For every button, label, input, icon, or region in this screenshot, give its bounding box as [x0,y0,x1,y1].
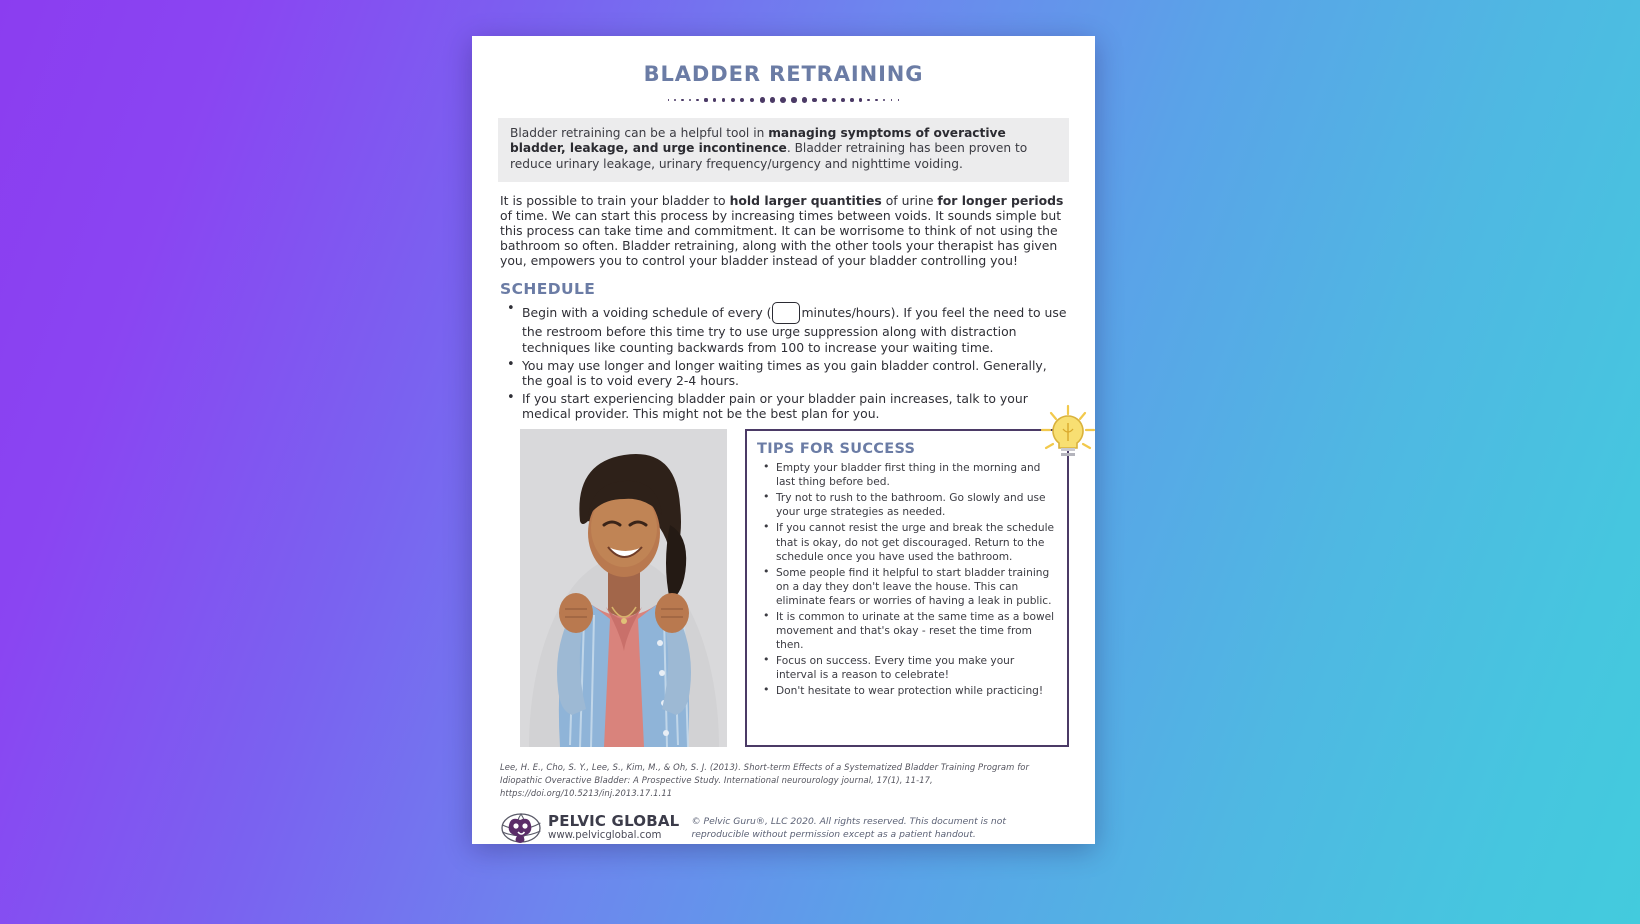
intro-text-bold1: managing symptoms of overactive bladder, leakage, and urge incontinence [510,126,1006,156]
logo-name: PELVIC GLOBAL [548,812,680,831]
page-title: BLADDER RETRAINING [643,62,924,86]
voiding-interval-input[interactable] [772,302,800,324]
copyright-line-1: © Pelvic Guru®, LLC 2020. All rights reserved. This document is not [691,816,1006,828]
schedule-item-1-before: Begin with a voiding schedule of every ( [522,305,772,321]
tips-item: • Don't hesitate to wear protection while practicing! [757,684,1055,698]
body-part3: of time. We can start this process by increasing times between voids. It sounds simple but this process can take time and commitment. It can be worrisome to think of not using the bathroom so often. Bladder retraining, along with the other tools your therapist has given you, empowers you to control your bladder instead of your bladder controlling you! [500,207,1062,269]
title-dot-divider [668,95,900,105]
logo-text-block [548,814,679,843]
tips-item: • Some people find it helpful to start bladder training on a day they don't leave the house. This can eliminate fears or worries of having a leak in public. [757,566,1055,608]
intro-callout [498,118,1069,182]
footer [498,811,1069,845]
tips-for-success-box [745,429,1069,747]
tips-item: • It is common to urinate at the same time as a bowel movement and that's okay - reset the time from then. [757,610,1055,652]
schedule-heading: SCHEDULE [500,280,596,299]
celebrating-woman-photo [520,429,727,747]
body-part2: of urine [881,192,938,208]
pelvic-global-logo[interactable] [500,811,679,845]
body-part1: It is possible to train your bladder to [500,192,730,208]
citation-block [498,761,1069,799]
citation-line-2: Idiopathic Overactive Bladder: A Prospective Study. International neurourology journal, 17(1), 11-17, [500,774,933,785]
intro-text-part1: Bladder retraining can be a helpful tool in [510,126,769,140]
copyright-notice [691,815,1005,842]
tips-heading: TIPS FOR SUCCESS [757,441,916,458]
globe-butterfly-icon [500,811,544,845]
schedule-item-1 [500,302,1069,354]
intro-text-part2: . Bladder retraining has been proven to reduce urinary leakage, urinary frequency/urgency and nighttime voiding. [510,141,1028,171]
document-content [498,36,1069,844]
media-row [498,429,1069,747]
body-paragraph [498,193,1069,269]
document-page [472,36,1095,844]
tips-item: • Focus on success. Every time you make your interval is a reason to celebrate! [757,654,1055,682]
tips-item: • Try not to rush to the bathroom. Go slowly and use your urge strategies as needed. [757,491,1055,519]
schedule-item-1-after: minutes/hours). If you feel the need to use the restroom before this time try to use urge suppression along with distraction techniques like counting backwards from 100 to increase your waiting time. [522,305,1067,355]
tips-item: • If you cannot resist the urge and break the schedule that is okay, do not get discouraged. Return to the schedule once you have used the bathroom. [757,521,1055,563]
logo-url[interactable]: www.pelvicglobal.com [548,830,662,842]
schedule-list [498,302,1069,421]
tips-item: • Empty your bladder first thing in the morning and last thing before bed. [757,461,1055,489]
body-bold2: for longer periods [937,192,1064,208]
tips-list [757,461,1055,698]
citation-line-3[interactable]: https://doi.org/10.5213/inj.2013.17.1.11 [500,787,673,798]
citation-line-1: Lee, H. E., Cho, S. Y., Lee, S., Kim, M., & Oh, S. J. (2013). Short-term Effects of a Systematized Bladder Training Program for [500,762,1030,773]
schedule-item-2: • You may use longer and longer waiting times as you gain bladder control. Generally, the goal is to void every 2-4 hours. [500,358,1069,388]
body-bold1: hold larger quantities [729,192,882,208]
copyright-line-2: reproducible without permission except as a patient handout. [691,829,976,841]
schedule-item-3: • If you start experiencing bladder pain or your bladder pain increases, talk to your medical provider. This might not be the best plan for you. [500,391,1069,421]
